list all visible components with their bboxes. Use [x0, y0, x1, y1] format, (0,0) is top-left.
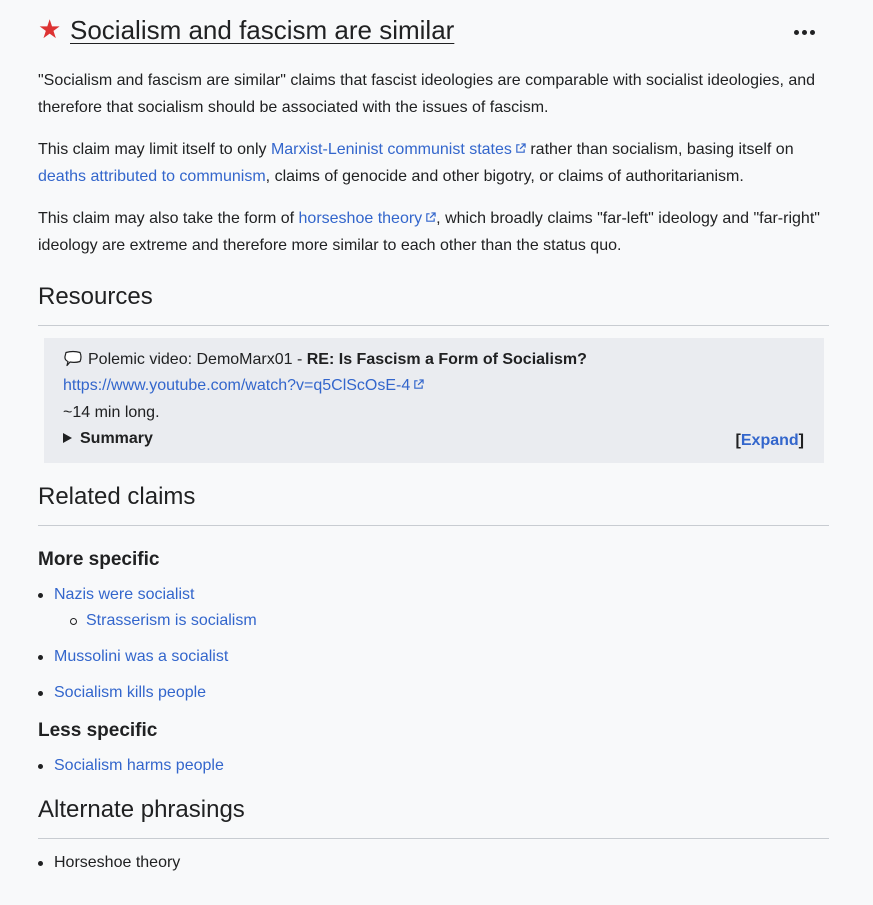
divider: [38, 525, 829, 526]
resource-video-title: RE: Is Fascism a Form of Socialism?: [306, 351, 587, 368]
speech-bubble-icon: [63, 350, 83, 367]
resource-url-link[interactable]: https://www.youtube.com/watch?v=q5ClScOsE-4: [63, 377, 411, 394]
list-item: [54, 753, 224, 779]
resources-heading: Resources: [38, 283, 153, 310]
disclosure-triangle-icon: [63, 433, 72, 443]
less-specific-list: [54, 753, 224, 779]
expand-control: [736, 428, 804, 454]
external-link-icon: [515, 143, 526, 154]
divider: [38, 325, 829, 326]
divider: [38, 838, 829, 839]
text: , which broadly claims "far-left" ideology and "far-right" ideology are extreme and therefore more similar to each other than the status quo.: [38, 210, 820, 254]
external-link-icon: [413, 379, 424, 390]
list-item: Horseshoe theory: [54, 850, 180, 876]
intro-paragraph-1: "Socialism and fascism are similar" claims that fascist ideologies are comparable with socialist ideologies, and therefore that socialism should be associated with the issues of fascism.: [38, 72, 816, 116]
title-row: [38, 12, 830, 52]
intro-paragraph-3: [38, 206, 830, 259]
alternate-list: [54, 850, 180, 876]
text: This claim may limit itself to only: [38, 141, 271, 158]
related-claims-heading: Related claims: [38, 483, 196, 510]
horseshoe-theory-link[interactable]: horseshoe theory: [298, 210, 423, 227]
bracket: ]: [798, 432, 804, 449]
deaths-communism-link[interactable]: deaths attributed to communism: [38, 167, 266, 185]
nazis-socialist-link[interactable]: Nazis were socialist: [54, 586, 195, 603]
text: rather than socialism, basing itself on: [525, 141, 794, 158]
list-item: [86, 608, 260, 634]
intro-paragraph-2: [38, 137, 830, 190]
resource-type-label: Polemic video: DemoMarx01 -: [88, 351, 307, 368]
socialism-harms-link[interactable]: Socialism harms people: [54, 757, 224, 774]
resource-url-line: [63, 373, 424, 399]
list-item: [54, 644, 228, 670]
more-specific-list: [54, 582, 257, 706]
socialism-kills-link[interactable]: Socialism kills people: [54, 684, 207, 701]
sub-list: [86, 608, 260, 634]
marxist-leninist-link[interactable]: Marxist-Leninist communist states: [270, 141, 512, 158]
summary-toggle[interactable]: [63, 426, 153, 452]
list-item: [54, 582, 257, 634]
more-specific-heading: More specific: [38, 549, 160, 570]
mussolini-link[interactable]: Mussolini was a socialist: [54, 648, 229, 665]
more-options-icon[interactable]: [794, 30, 815, 35]
resource-duration: ~14 min long.: [63, 404, 160, 421]
star-icon: ★: [38, 14, 62, 44]
expand-link[interactable]: Expand: [740, 432, 799, 449]
list-item: [54, 680, 228, 706]
resource-title-line: [63, 347, 587, 373]
external-link-icon: [425, 212, 436, 223]
resource-box: [44, 338, 824, 463]
text: , claims of genocide and other bigotry, or claims of authoritarianism.: [265, 167, 744, 185]
page-title: Socialism and fascism are similar: [70, 15, 455, 45]
bracket: [: [735, 432, 741, 449]
summary-label: Summary: [80, 430, 153, 447]
alternate-phrasings-heading: Alternate phrasings: [38, 796, 245, 823]
text: This claim may also take the form of: [38, 210, 299, 227]
strasserism-link[interactable]: Strasserism is socialism: [86, 612, 257, 629]
less-specific-heading: Less specific: [38, 720, 158, 741]
